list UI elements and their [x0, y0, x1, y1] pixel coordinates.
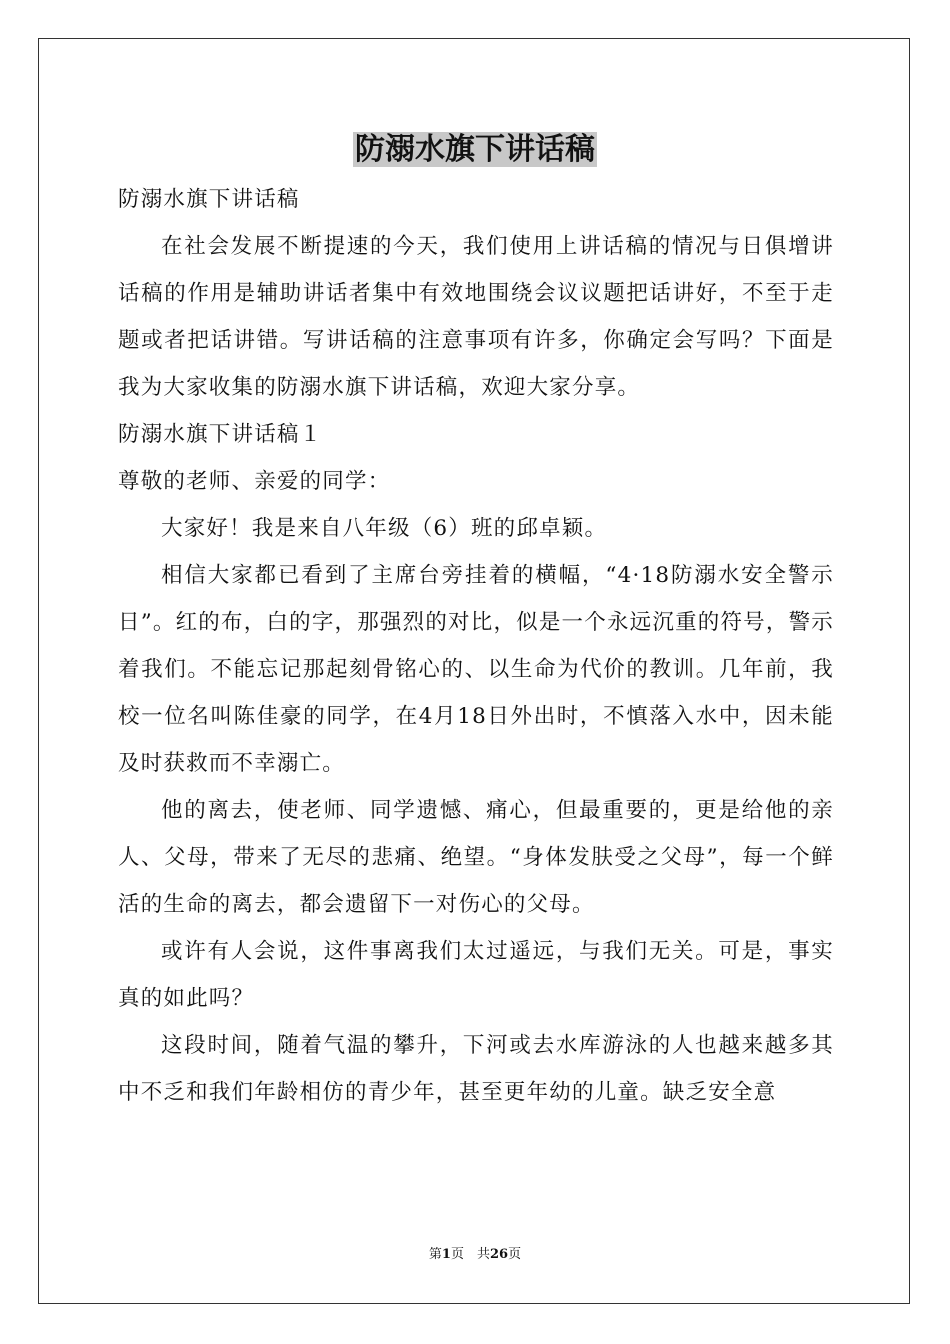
- footer-suffix: 页: [508, 1247, 522, 1262]
- paragraph-5: 大家好！我是来自八年级（6）班的邱卓颖。: [161, 516, 608, 541]
- paragraph-8: 或许有人会说，这件事离我们太过遥远，与我们无关。可是，事实真的如此吗？: [118, 939, 834, 1011]
- paragraph-9: 这段时间，随着气温的攀升，下河或去水库游泳的人也越来越多其中不乏和我们年龄相仿的青少年，甚至更年幼的儿童。缺乏安全意: [118, 1033, 834, 1105]
- paragraph-1: 防溺水旗下讲话稿: [118, 187, 300, 212]
- footer-page-number: 1: [441, 1247, 451, 1262]
- footer-mid: 页 共: [450, 1247, 490, 1262]
- footer-total-pages: 26: [489, 1247, 509, 1262]
- page-footer: [0, 1246, 950, 1264]
- document-body: [118, 176, 834, 1116]
- paragraph-4: 尊敬的老师、亲爱的同学：: [118, 469, 391, 494]
- paragraph-7: 他的离去，使老师、同学遗憾、痛心，但最重要的，更是给他的亲人、父母，带来了无尽的悲痛、绝望。“身体发肤受之父母”，每一个鲜活的生命的离去，都会遗留下一对伤心的父母。: [118, 798, 834, 917]
- paragraph-6: 相信大家都已看到了主席台旁挂着的横幅，“4·18防溺水安全警示日”。红的布，白的字，那强烈的对比，似是一个永远沉重的符号，警示着我们。不能忘记那起刻骨铭心的、以生命为代价的教训。几年前，我校一位名叫陈佳豪的同学，在4月18日外出时，不慎落入水中，因未能及时获救而不幸溺亡。: [118, 563, 834, 776]
- title-text: 防溺水旗下讲话稿: [355, 132, 595, 167]
- footer-prefix: 第: [428, 1247, 442, 1262]
- paragraph-2: 在社会发展不断提速的今天，我们使用上讲话稿的情况与日俱增讲话稿的作用是辅助讲话者集中有效地围绕会议议题把话讲好，不至于走题或者把话讲错。写讲话稿的注意事项有许多，你确定会写吗？下面是我为大家收集的防溺水旗下讲话稿，欢迎大家分享。: [118, 234, 834, 400]
- paragraph-3: 防溺水旗下讲话稿１: [118, 422, 323, 447]
- document-title: [0, 127, 950, 173]
